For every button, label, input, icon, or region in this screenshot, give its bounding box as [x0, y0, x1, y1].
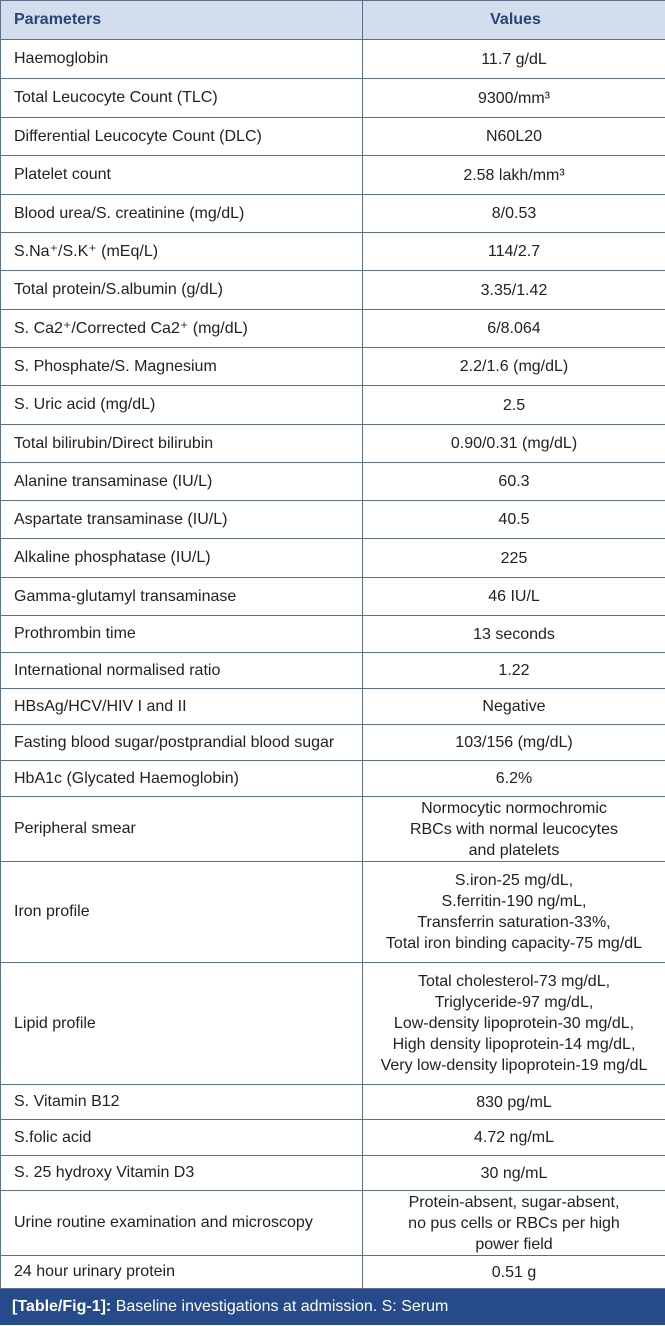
value-cell: 225	[363, 539, 665, 578]
table-caption	[0, 1289, 665, 1325]
parameter-cell: S.folic acid	[1, 1120, 363, 1156]
value-cell: 8/0.53	[363, 195, 665, 233]
parameter-cell: Lipid profile	[1, 963, 363, 1085]
caption-label: [Table/Fig-1]:	[12, 1298, 112, 1315]
table-row	[1, 195, 665, 233]
value-cell: 6.2%	[363, 761, 665, 797]
value-cell: 2.2/1.6 (mg/dL)	[363, 348, 665, 386]
parameter-cell: Alkaline phosphatase (IU/L)	[1, 539, 363, 578]
parameter-cell: S. Vitamin B12	[1, 1085, 363, 1120]
table-row	[1, 761, 665, 797]
value-cell: 6/8.064	[363, 310, 665, 348]
value-cell: 13 seconds	[363, 616, 665, 653]
parameter-cell: Urine routine examination and microscopy	[1, 1191, 363, 1256]
table-row	[1, 1156, 665, 1191]
value-cell: N60L20	[363, 118, 665, 156]
value-cell: 46 IU/L	[363, 578, 665, 616]
header-parameters: Parameters	[1, 1, 363, 40]
parameter-cell: S. Phosphate/S. Magnesium	[1, 348, 363, 386]
table-row	[1, 1256, 665, 1289]
value-cell: 114/2.7	[363, 233, 665, 271]
table-row	[1, 616, 665, 653]
parameter-cell: Prothrombin time	[1, 616, 363, 653]
parameter-cell: Total bilirubin/Direct bilirubin	[1, 425, 363, 463]
parameter-cell: Aspartate transaminase (IU/L)	[1, 501, 363, 539]
parameter-cell: Differential Leucocyte Count (DLC)	[1, 118, 363, 156]
table-row	[1, 118, 665, 156]
table-row	[1, 578, 665, 616]
parameter-cell: Iron profile	[1, 862, 363, 963]
table-row	[1, 539, 665, 578]
parameter-cell: 24 hour urinary protein	[1, 1256, 363, 1289]
caption-text: Baseline investigations at admission. S: Serum	[115, 1298, 449, 1315]
value-cell: 2.5	[363, 386, 665, 425]
table-row	[1, 425, 665, 463]
value-cell: 4.72 ng/mL	[363, 1120, 665, 1156]
parameter-cell: Peripheral smear	[1, 797, 363, 862]
value-cell: Negative	[363, 689, 665, 725]
table-row	[1, 653, 665, 689]
value-cell: 830 pg/mL	[363, 1085, 665, 1120]
parameter-cell: Gamma-glutamyl transaminase	[1, 578, 363, 616]
parameter-cell: HBsAg/HCV/HIV I and II	[1, 689, 363, 725]
table-row	[1, 1120, 665, 1156]
value-cell: 0.51 g	[363, 1256, 665, 1289]
table-row	[1, 1191, 665, 1256]
table-row	[1, 862, 665, 963]
table-row	[1, 963, 665, 1085]
table-row	[1, 386, 665, 425]
value-cell: Total cholesterol-73 mg/dL, Triglyceride-97 mg/dL, Low-density lipoprotein-30 mg/dL, High density lipoprotein-14 mg/dL, Very low-density lipoprotein-19 mg/dL	[363, 963, 665, 1085]
parameter-cell: S. 25 hydroxy Vitamin D3	[1, 1156, 363, 1191]
value-cell: S.iron-25 mg/dL, S.ferritin-190 ng/mL, Transferrin saturation-33%, Total iron binding capacity-75 mg/dL	[363, 862, 665, 963]
table-row	[1, 463, 665, 501]
value-cell: 103/156 (mg/dL)	[363, 725, 665, 761]
parameter-cell: Alanine transaminase (IU/L)	[1, 463, 363, 501]
table-row	[1, 501, 665, 539]
value-cell: 9300/mm³	[363, 79, 665, 118]
table-row	[1, 689, 665, 725]
parameter-cell: Blood urea/S. creatinine (mg/dL)	[1, 195, 363, 233]
parameter-cell: S.Na⁺/S.K⁺ (mEq/L)	[1, 233, 363, 271]
parameter-cell: International normalised ratio	[1, 653, 363, 689]
parameter-cell: S. Uric acid (mg/dL)	[1, 386, 363, 425]
table-row	[1, 1085, 665, 1120]
table-row	[1, 271, 665, 310]
table-row	[1, 797, 665, 862]
parameter-cell: S. Ca2⁺/Corrected Ca2⁺ (mg/dL)	[1, 310, 363, 348]
value-cell: 1.22	[363, 653, 665, 689]
table-row	[1, 348, 665, 386]
parameter-cell: Fasting blood sugar/postprandial blood sugar	[1, 725, 363, 761]
value-cell: 0.90/0.31 (mg/dL)	[363, 425, 665, 463]
value-cell: Normocytic normochromic RBCs with normal leucocytes and platelets	[363, 797, 665, 862]
value-cell: 11.7 g/dL	[363, 40, 665, 79]
parameter-cell: Haemoglobin	[1, 40, 363, 79]
table-header-row	[1, 1, 665, 40]
parameter-cell: HbA1c (Glycated Haemoglobin)	[1, 761, 363, 797]
table-row	[1, 156, 665, 195]
value-cell: 2.58 lakh/mm³	[363, 156, 665, 195]
table-row	[1, 40, 665, 79]
table-row	[1, 233, 665, 271]
parameter-cell: Total Leucocyte Count (TLC)	[1, 79, 363, 118]
table-row	[1, 725, 665, 761]
parameter-cell: Platelet count	[1, 156, 363, 195]
value-cell: 30 ng/mL	[363, 1156, 665, 1191]
table-row	[1, 310, 665, 348]
parameter-cell: Total protein/S.albumin (g/dL)	[1, 271, 363, 310]
value-cell: 40.5	[363, 501, 665, 539]
value-cell: Protein-absent, sugar-absent, no pus cells or RBCs per high power field	[363, 1191, 665, 1256]
table-row	[1, 79, 665, 118]
value-cell: 60.3	[363, 463, 665, 501]
value-cell: 3.35/1.42	[363, 271, 665, 310]
header-values: Values	[363, 1, 665, 40]
